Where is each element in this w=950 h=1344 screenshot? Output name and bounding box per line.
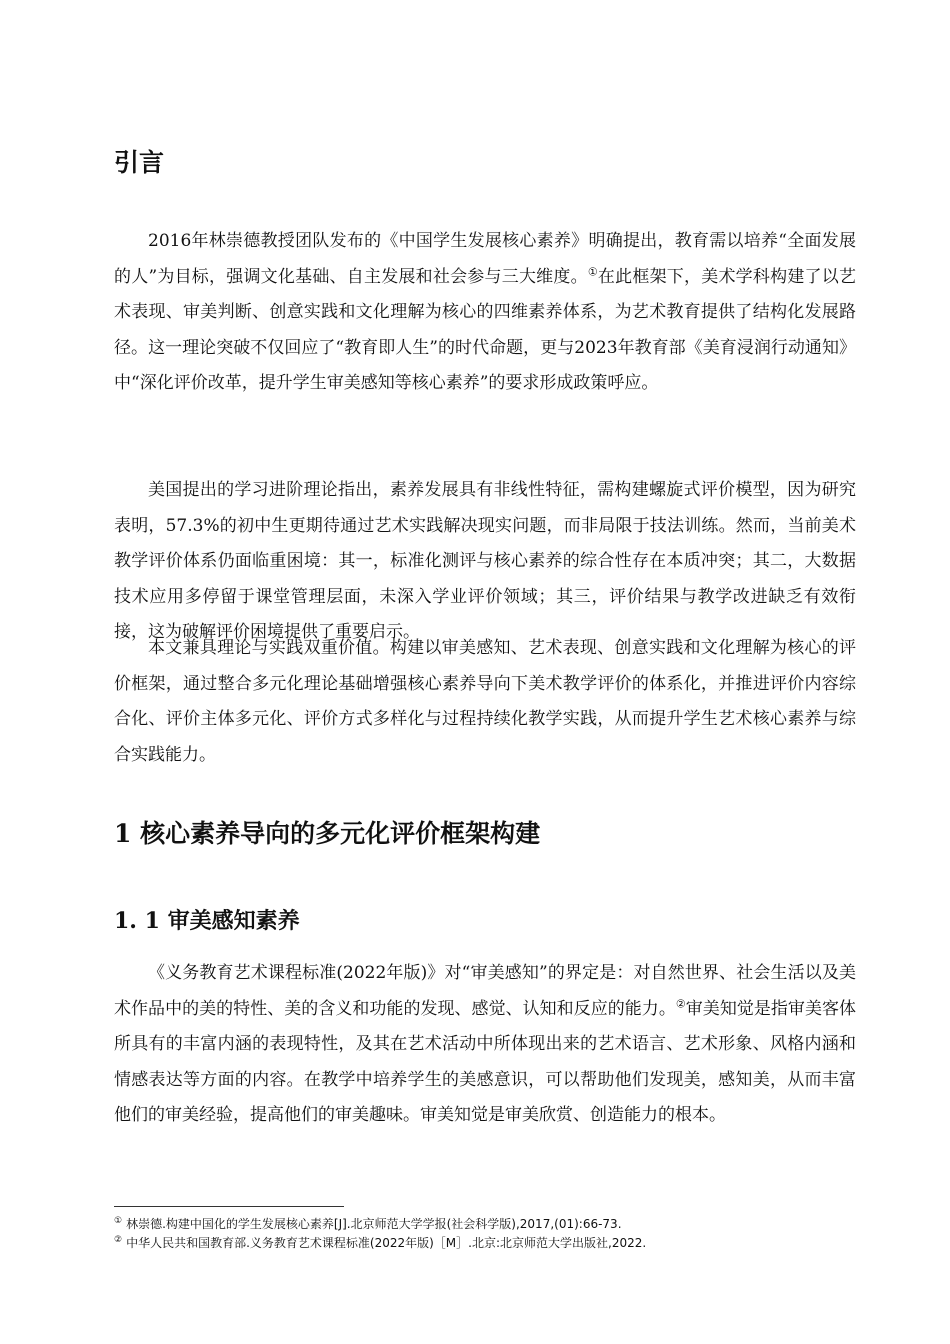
section-1-1-paragraph-1-text-b: 审美知觉是指审美客体所具有的丰富内涵的表现特性，及其在艺术活动中所体现出来的艺术语言、艺术形象、风格内涵和情感表达等方面的内容。在教学中培养学生的美感意识，可以帮助他们发现美，感知美，从而丰富他们的审美经验，提高他们的审美趣味。审美知觉是审美欣赏、创造能力的根本。: [114, 998, 857, 1126]
footnote-1-text: 林崇德.构建中国化的学生发展核心素养[J].北京师范大学学报(社会科学版),2017,(01):66-73.: [126, 1217, 622, 1231]
footnote-ref-2[interactable]: ②: [675, 996, 686, 1010]
section-1-heading: 1 核心素养导向的多元化评价框架构建: [114, 819, 541, 848]
section-1-1-heading: 1. 1 审美感知素养: [114, 908, 300, 934]
intro-paragraph-1-text-b: 在此框架下，美术学科构建了以艺术表现、审美判断、创意实践和文化理解为核心的四维素养体系，为艺术教育提供了结构化发展路径。这一理论突破不仅回应了“教育即人生”的时代命题，更与2023年教育部《美育浸润行动通知》中“深化评价改革，提升学生审美感知等核心素养”的要求形成政策呼应。: [114, 266, 856, 394]
intro-paragraph-1-text-a: 2016年林崇德教授团队发布的《中国学生发展核心素养》明确提出，教育需以培养“全面发展的人”为目标，强调文化基础、自主发展和社会参与三大维度。: [114, 231, 856, 287]
footnote-1-mark: ①: [114, 1216, 123, 1226]
section-1-1-paragraph-1: [114, 956, 856, 1134]
intro-paragraph-2: 美国提出的学习进阶理论指出，素养发展具有非线性特征，需构建螺旋式评价模型，因为研究表明，57.3%的初中生更期待通过艺术实践解决现实问题，而非局限于技法训练。然而，当前美术教学评价体系仍面临重困境：其一，标准化测评与核心素养的综合性存在本质冲突；其二，大数据技术应用多停留于课堂管理层面，未深入学业评价领域；其三，评价结果与教学改进缺乏有效衔接，这为破解评价困境提供了重要启示。: [114, 480, 856, 643]
intro-paragraph-3: 本文兼具理论与实践双重价值。构建以审美感知、艺术表现、创意实践和文化理解为核心的评价框架，通过整合多元化理论基础增强核心素养导向下美术教学评价的体系化，并推进评价内容综合化、评价主体多元化、评价方式多样化与过程持续化教学实践，从而提升学生艺术核心素养与综合实践能力。: [114, 638, 856, 765]
intro-heading: 引言: [114, 148, 165, 177]
footnote-separator: [114, 1206, 344, 1207]
footnote-ref-1[interactable]: ①: [587, 264, 598, 278]
footnote-2-mark: ②: [114, 1235, 123, 1245]
section-1-1-paragraph-1-text-a: 《义务教育艺术课程标准(2022年版)》对“审美感知”的界定是：对自然世界、社会生活以及美术作品中的美的特性、美的含义和功能的发现、感觉、认知和反应的能力。: [114, 963, 856, 1019]
footnote-1: [114, 1216, 622, 1232]
footnote-2: [114, 1235, 646, 1251]
footnote-2-text: 中华人民共和国教育部.义务教育艺术课程标准(2022年版)［M］.北京:北京师范大学出版社,2022.: [126, 1236, 647, 1250]
intro-paragraph-1: [114, 224, 856, 402]
